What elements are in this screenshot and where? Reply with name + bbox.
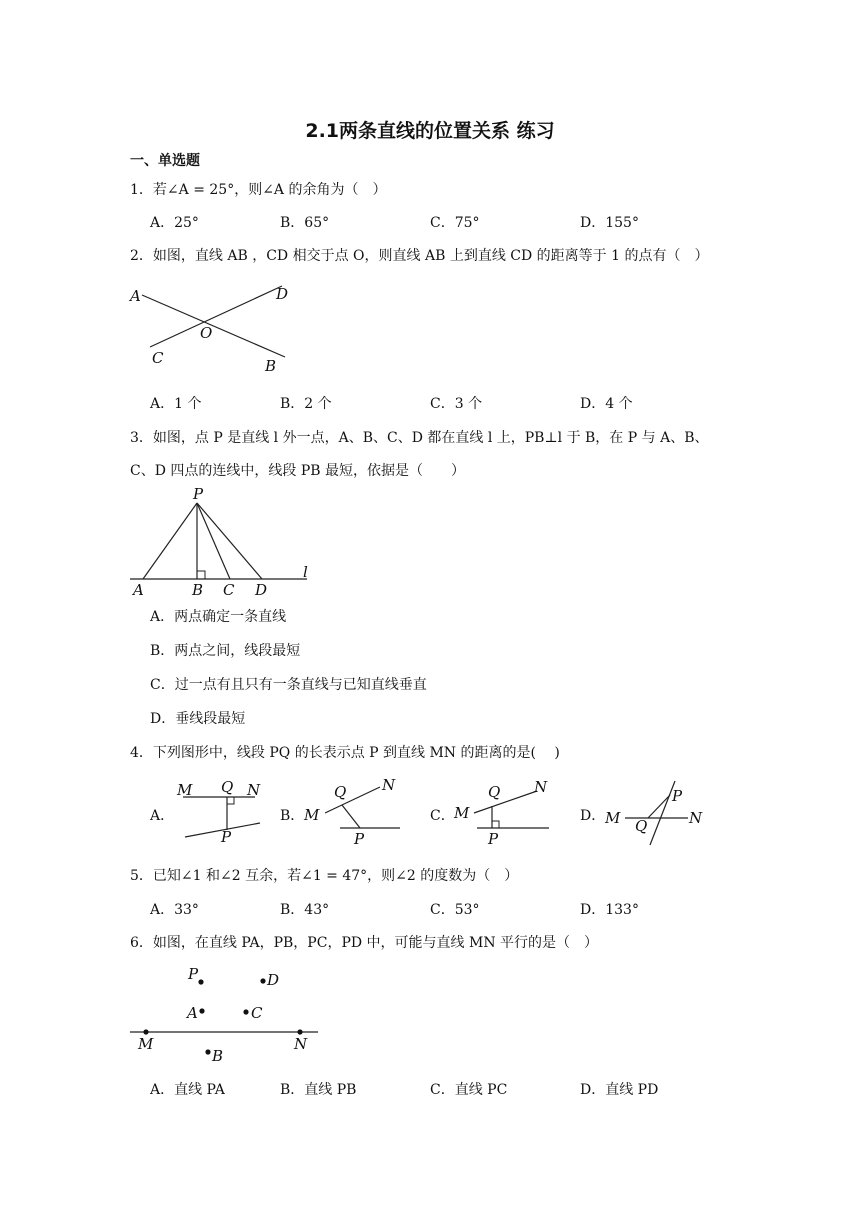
- label-d: D: [267, 971, 280, 989]
- q3-option-b[interactable]: B．两点之间，线段最短: [150, 643, 301, 659]
- question-3-line-2: C、D 四点的连线中，线段 PB 最短，依据是（ ）: [130, 463, 465, 479]
- section-heading: 一、单选题: [130, 153, 200, 169]
- label-c: C: [223, 581, 235, 599]
- label-l: l: [303, 563, 308, 581]
- label-q: Q: [334, 783, 347, 801]
- label-m: M: [304, 806, 320, 824]
- q1-option-a[interactable]: A．25°: [150, 215, 199, 231]
- q4-figure-a[interactable]: [175, 775, 270, 845]
- label-b: B: [265, 357, 277, 375]
- label-m: M: [177, 781, 193, 799]
- q1-option-d[interactable]: D．155°: [580, 215, 639, 231]
- label-p: P: [488, 830, 499, 848]
- label-n: N: [382, 776, 396, 794]
- label-n: N: [294, 1035, 308, 1053]
- q2-option-c[interactable]: C．3 个: [430, 396, 483, 412]
- label-p: P: [188, 965, 199, 983]
- q2-option-a[interactable]: A．1 个: [150, 396, 202, 412]
- label-o: O: [200, 324, 213, 342]
- q3-figure: [125, 485, 325, 600]
- q4-figure-c[interactable]: [452, 775, 562, 848]
- label-n: N: [689, 809, 703, 827]
- label-a: A: [187, 1004, 198, 1022]
- label-q: Q: [488, 783, 501, 801]
- q4-option-a[interactable]: A．: [150, 808, 175, 824]
- q6-option-c[interactable]: C．直线 PC: [430, 1082, 508, 1098]
- label-m: M: [138, 1035, 154, 1053]
- label-p: P: [672, 787, 683, 805]
- label-p: P: [193, 485, 204, 503]
- label-d: D: [276, 285, 289, 303]
- right-angle-mark: [197, 571, 205, 579]
- question-3-line-1: 3．如图，点 P 是直线 l 外一点，A、B、C、D 都在直线 l 上，PB⊥l 于 B，在 P 与 A、B、: [130, 430, 709, 446]
- q4-figure-b[interactable]: [300, 775, 410, 848]
- label-a: A: [133, 581, 144, 599]
- segment-pc: [197, 503, 230, 579]
- q5-option-d[interactable]: D．133°: [580, 902, 639, 918]
- label-m: M: [454, 804, 470, 822]
- label-c: C: [152, 349, 164, 367]
- question-5-text: 5．已知∠1 和∠2 互余，若∠1 = 47°，则∠2 的度数为（ ）: [130, 868, 519, 884]
- label-n: N: [247, 781, 261, 799]
- point-a: [199, 1008, 204, 1013]
- label-d: D: [255, 581, 268, 599]
- point-b: [205, 1049, 210, 1054]
- q4-option-b[interactable]: B．: [280, 808, 305, 824]
- label-b: B: [192, 581, 204, 599]
- q5-option-c[interactable]: C．53°: [430, 902, 480, 918]
- q3-option-c[interactable]: C．过一点有且只有一条直线与已知直线垂直: [150, 677, 427, 693]
- label-m: M: [605, 809, 621, 827]
- label-p: P: [221, 828, 232, 846]
- q3-option-d[interactable]: D．垂线段最短: [150, 711, 246, 727]
- point-c: [243, 1009, 248, 1014]
- q4-option-d[interactable]: D．: [580, 808, 606, 824]
- page-title: 2.1两条直线的位置关系 练习: [305, 120, 555, 142]
- segment-pd: [197, 503, 262, 579]
- label-b: B: [212, 1047, 224, 1065]
- label-a: A: [130, 287, 141, 305]
- q6-option-a[interactable]: A．直线 PA: [150, 1082, 225, 1098]
- q2-figure: [120, 280, 300, 380]
- line-ab: [142, 295, 285, 357]
- label-n: N: [534, 778, 548, 796]
- question-2-text: 2．如图，直线 AB ，CD 相交于点 O，则直线 AB 上到直线 CD 的距离等于 1 的点有（ ）: [130, 248, 709, 264]
- q5-option-a[interactable]: A．33°: [150, 902, 199, 918]
- label-q: Q: [635, 817, 648, 835]
- point-m: [143, 1029, 148, 1034]
- q6-option-d[interactable]: D．直线 PD: [580, 1082, 659, 1098]
- q3-option-a[interactable]: A．两点确定一条直线: [150, 609, 287, 625]
- q2-option-b[interactable]: B．2 个: [280, 396, 332, 412]
- line-cd: [150, 286, 282, 347]
- question-1-text: 1．若∠A = 25°，则∠A 的余角为（ ）: [130, 182, 387, 198]
- label-q: Q: [221, 778, 234, 796]
- point-d: [260, 978, 265, 983]
- label-p: P: [354, 830, 365, 848]
- point-n: [297, 1029, 302, 1034]
- q6-option-b[interactable]: B．直线 PB: [280, 1082, 357, 1098]
- segment-pa: [143, 503, 197, 579]
- q6-figure: [125, 962, 325, 1067]
- q4-option-c[interactable]: C．: [430, 808, 455, 824]
- q5-option-b[interactable]: B．43°: [280, 902, 330, 918]
- question-4-text: 4．下列图形中，线段 PQ 的长表示点 P 到直线 MN 的距离的是( ): [130, 745, 560, 761]
- point-p: [198, 979, 203, 984]
- q1-option-b[interactable]: B．65°: [280, 215, 330, 231]
- q1-option-c[interactable]: C．75°: [430, 215, 480, 231]
- question-6-text: 6．如图，在直线 PA，PB，PC，PD 中，可能与直线 MN 平行的是（ ）: [130, 935, 599, 951]
- q2-option-d[interactable]: D．4 个: [580, 396, 633, 412]
- q4-figure-d[interactable]: [600, 775, 710, 850]
- label-c: C: [251, 1004, 263, 1022]
